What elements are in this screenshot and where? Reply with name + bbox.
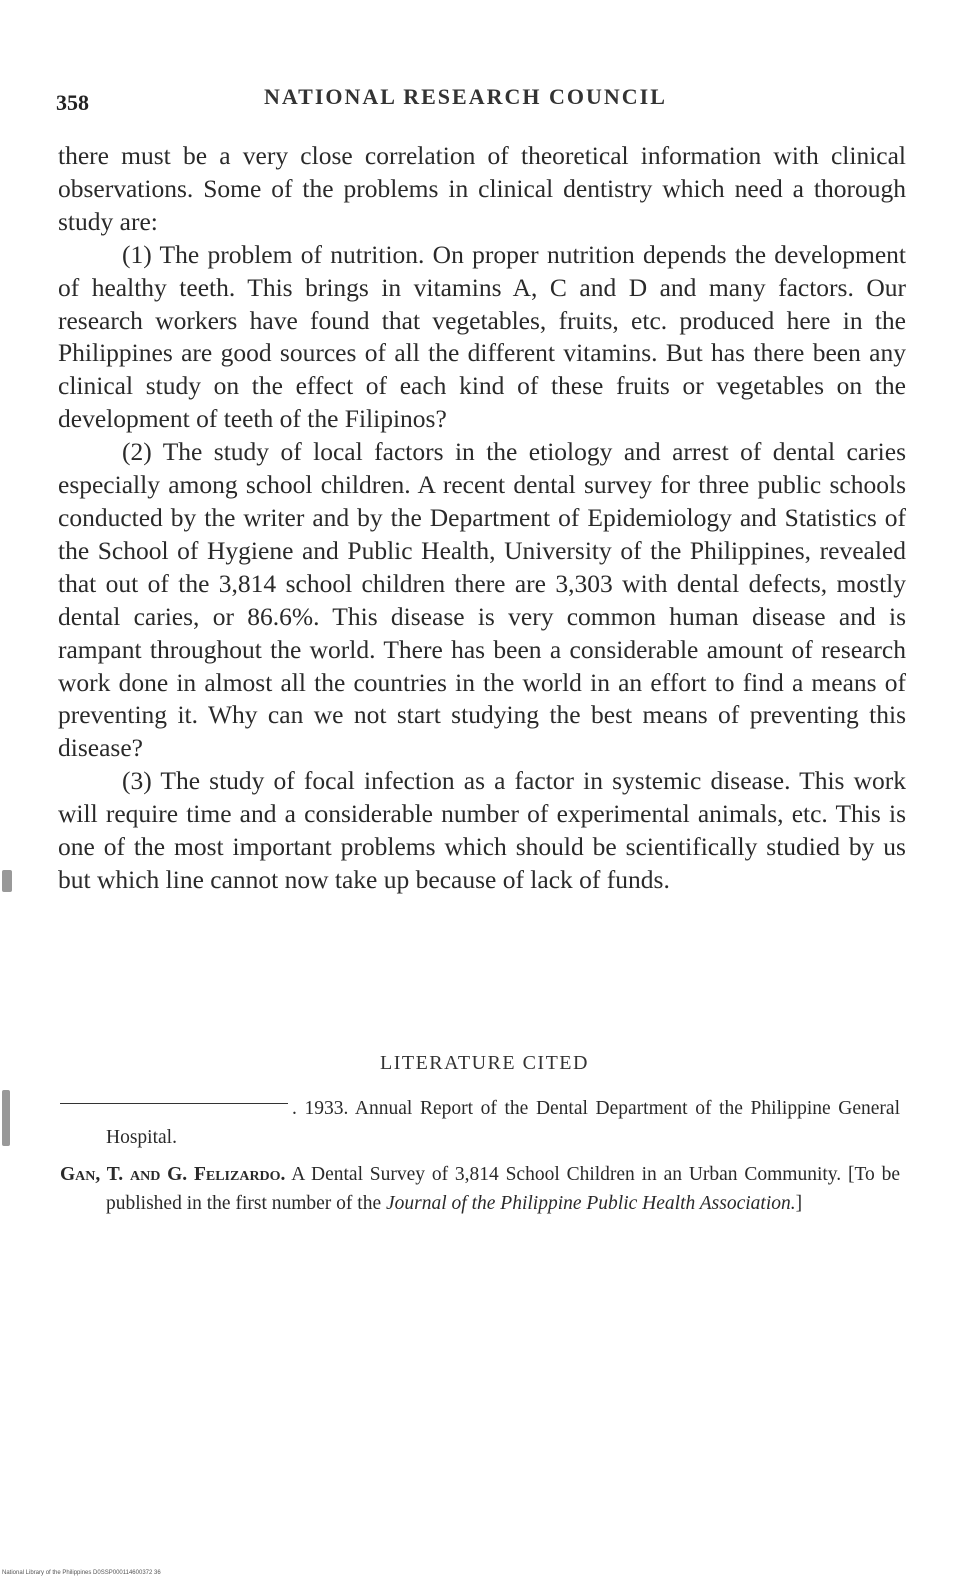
problem-1-paragraph: (1) The problem of nutrition. On proper nutrition depends the development of healthy teeth. This brings in vitamins A, C and D and many factors. Our research workers have found that vegetables, fruits, etc. produced here in the Philippines are good sources of all the different vitamins. But has there been any clinical study on the effect of each kind of these fruits or vegetables on the development of teeth of the Filipinos? xyxy=(58,239,906,434)
reference-2-title: A Dental Survey of 3,814 School Children in an Urban Community. xyxy=(291,1164,842,1185)
reference-2 xyxy=(60,1160,900,1218)
body-text xyxy=(58,140,906,897)
scan-speck xyxy=(2,1090,10,1146)
library-watermark: National Library of the Philippines D0SSP000114600372 36 xyxy=(2,1570,161,1576)
page-number: 358 xyxy=(56,90,89,115)
references-list xyxy=(60,1094,900,1226)
reference-2-close: ] xyxy=(795,1193,803,1214)
running-head: NATIONAL RESEARCH COUNCIL xyxy=(264,84,667,109)
reference-1-year: . 1933. xyxy=(292,1098,349,1119)
problem-3-paragraph: (3) The study of focal infection as a factor in systemic disease. This work will require time and a considerable number of experimental animals, etc. This is one of the most important problems which should be scientifically studied by us but which line cannot now take up because of lack of funds. xyxy=(58,766,906,894)
ditto-rule xyxy=(60,1103,288,1104)
reference-2-author: Gan, T. and G. Felizardo. xyxy=(60,1164,286,1185)
problem-2-paragraph: (2) The study of local factors in the etiology and arrest of dental caries especially among school children. A recent dental survey for three public schools conducted by the writer and by the Department of Epidemiology and Statistics of the School of Hygiene and Public Health, University of the Philippines, revealed that out of the 3,814 school children there are 3,303 with dental defects, mostly dental caries, or 86.6%. This disease is very common human disease and is rampant throughout the world. There has been a considerable amount of research work done in almost all the countries in the world in an effort to find a means of preventing it. Why can we not start studying the best means of preventing this disease? xyxy=(58,437,906,763)
page-header xyxy=(56,84,906,120)
literature-cited-heading: LITERATURE CITED xyxy=(380,1052,589,1074)
reference-2-note: [To be published in the first number of the xyxy=(106,1164,900,1214)
reference-1-text: Annual Report of the Dental Department of the Philippine General Hospital. xyxy=(106,1098,900,1148)
intro-paragraph: there must be a very close correlation of theoretical information with clinical observations. Some of the problems in clinical dentistry which need a thorough study are: xyxy=(58,141,906,236)
scan-speck xyxy=(2,870,12,892)
reference-1 xyxy=(60,1094,900,1152)
reference-2-journal: Journal of the Philippine Public Health Association. xyxy=(386,1193,796,1214)
